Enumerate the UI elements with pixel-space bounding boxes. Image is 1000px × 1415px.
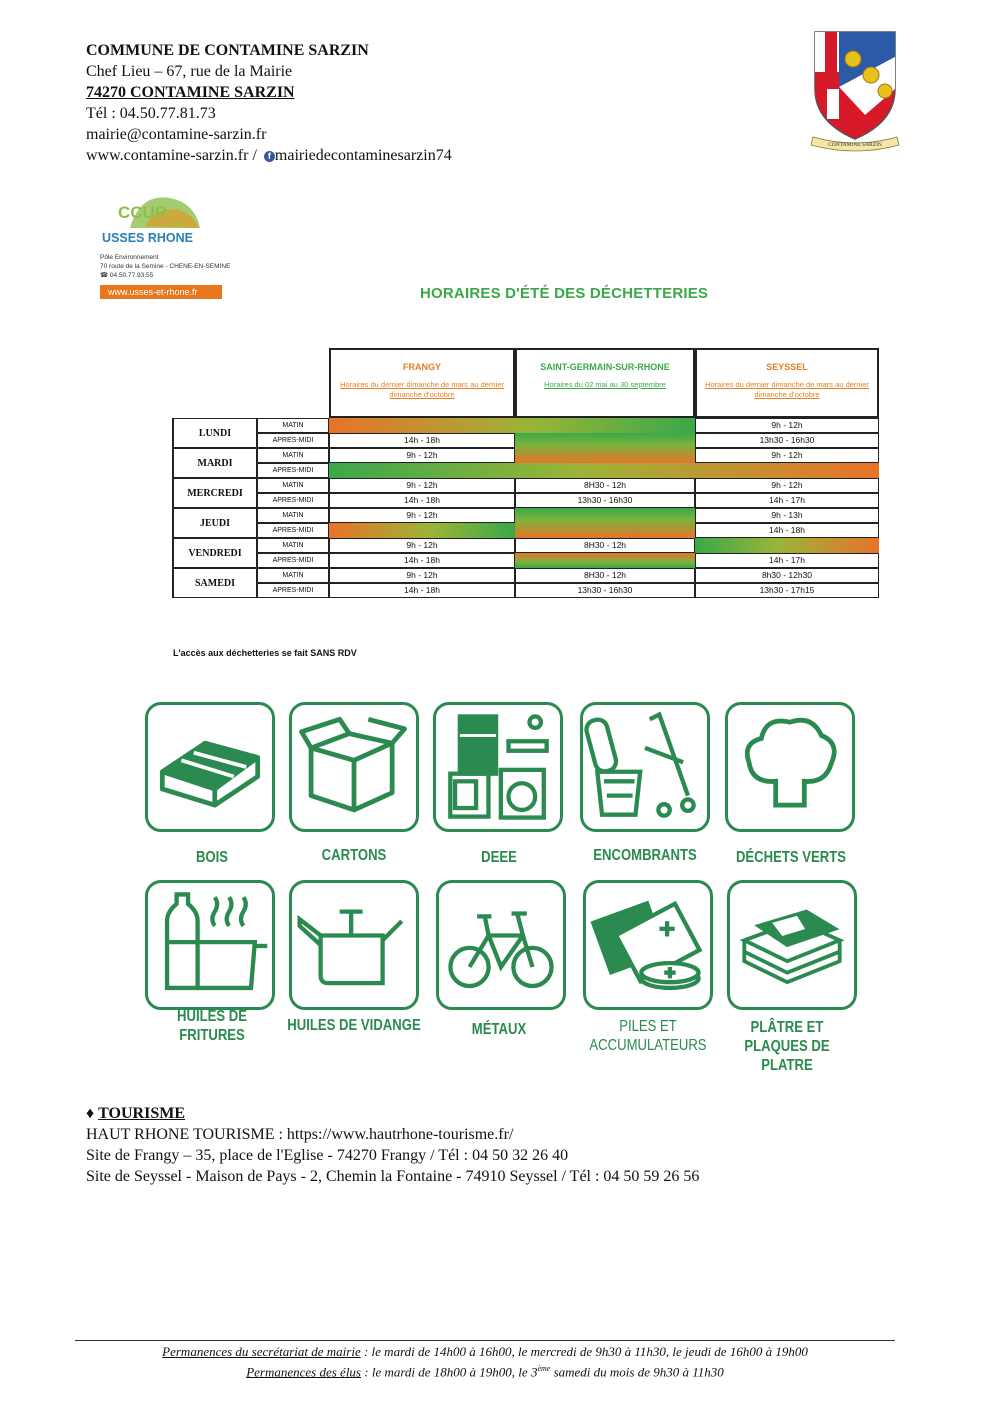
opening-hours-cell: 9h - 12h — [329, 508, 515, 523]
period-label: APRES-MIDI — [257, 583, 329, 598]
period-label: APRES-MIDI — [257, 523, 329, 538]
period-label: APRES-MIDI — [257, 433, 329, 448]
schedule-table — [172, 348, 879, 598]
opening-hours-cell: 9h - 12h — [695, 448, 879, 463]
crest-banner: CONTAMINE SARZIN — [828, 142, 882, 148]
closed-area — [329, 523, 515, 538]
opening-hours-cell: 14h - 17h — [695, 493, 879, 508]
period-label: MATIN — [257, 568, 329, 583]
ccur-phone: ☎ 04.50.77.93.55 — [100, 272, 154, 279]
bicycle-icon — [436, 880, 566, 1010]
site-subtitle: Horaires du dernier dimanche de mars au dernier dimanche d'octobre — [705, 380, 869, 399]
oil-can-icon — [289, 880, 419, 1010]
footer-elus: Permanences des élus : le mardi de 18h00 à 19h00, le 3ème samedi du mois de 9h30 à 11h30 — [246, 1364, 724, 1380]
mairie-phone: Tél : 04.50.77.81.73 — [86, 105, 216, 122]
appliances-icon — [433, 702, 563, 832]
ccur-address: 70 route de la Semine - CHENE-EN-SEMINE — [100, 263, 231, 270]
closed-area — [329, 463, 879, 478]
plasterboard-icon — [727, 880, 857, 1010]
mairie-web-line — [86, 145, 452, 166]
period-label: MATIN — [257, 508, 329, 523]
opening-hours-cell: 9h - 13h — [695, 508, 879, 523]
opening-hours-cell: 14h - 17h — [695, 553, 879, 568]
waste-label-encombrants: ENCOMBRANTS — [593, 847, 697, 864]
access-note: L'accès aux déchetteries se fait SANS RDV — [173, 648, 357, 658]
pallet-icon — [145, 702, 275, 832]
day-label: MARDI — [172, 448, 257, 478]
tourism-title: TOURISME — [98, 1105, 186, 1122]
commune-name: COMMUNE DE CONTAMINE SARZIN — [86, 42, 369, 59]
opening-hours-cell: 14h - 18h — [329, 433, 515, 448]
waste-label-cartons: CARTONS — [321, 847, 387, 864]
opening-hours-cell: 13h30 - 17h15 — [695, 583, 879, 598]
tourism-section — [86, 1103, 699, 1187]
site-name: SEYSSEL — [766, 362, 808, 372]
closed-area — [515, 553, 695, 568]
opening-hours-cell: 9h - 12h — [329, 538, 515, 553]
opening-hours-cell: 8H30 - 12h — [515, 538, 695, 553]
ccur-logo-text: CCUR — [118, 203, 168, 222]
opening-hours-cell: 9h - 12h — [329, 448, 515, 463]
opening-hours-cell: 9h - 12h — [695, 418, 879, 433]
facebook-icon: f — [264, 151, 275, 162]
ccur-logo-block — [100, 188, 260, 300]
tourism-website[interactable]: HAUT RHONE TOURISME : https://www.hautrhone-tourisme.fr/ — [86, 1126, 514, 1143]
mairie-header — [86, 40, 452, 166]
opening-hours-cell: 13h30 - 16h30 — [515, 583, 695, 598]
ccur-pole: Pôle Environnement — [100, 254, 159, 261]
period-label: MATIN — [257, 448, 329, 463]
mairie-city: 74270 CONTAMINE SARZIN — [86, 84, 295, 101]
page-title: HORAIRES D'ÉTÉ DES DÉCHETTERIES — [420, 285, 709, 302]
site-name: SAINT-GERMAIN-SUR-RHONE — [540, 362, 670, 372]
opening-hours-cell: 14h - 18h — [329, 553, 515, 568]
waste-label-huiles-vidange: HUILES DE VIDANGE — [287, 1017, 421, 1034]
waste-label-huiles-fritures: HUILES DE FRITURES — [177, 1008, 247, 1044]
opening-hours-cell: 14h - 18h — [329, 583, 515, 598]
closed-area — [515, 508, 695, 538]
footer — [75, 1343, 895, 1380]
mairie-website[interactable]: www.contamine-sarzin.fr / — [86, 147, 261, 164]
period-label: MATIN — [257, 418, 329, 433]
tourism-seyssel: Site de Seyssel - Maison de Pays - 2, Chemin la Fontaine - 74910 Seyssel / Tél : 04 50 59 26 56 — [86, 1168, 700, 1185]
opening-hours-cell: 13h30 - 16h30 — [695, 433, 879, 448]
period-label: APRES-MIDI — [257, 463, 329, 478]
period-label: APRES-MIDI — [257, 493, 329, 508]
waste-label-platre: PLÂTRE ET PLAQUES DE PLATRE — [744, 1019, 830, 1074]
site-subtitle: Horaires du dernier dimanche de mars au dernier dimanche d'octobre — [340, 380, 504, 399]
waste-label-metaux: MÉTAUX — [471, 1021, 527, 1038]
footer-divider — [75, 1340, 895, 1341]
mairie-email[interactable]: mairie@contamine-sarzin.fr — [86, 126, 267, 143]
opening-hours-cell: 14h - 18h — [329, 493, 515, 508]
opening-hours-cell: 9h - 12h — [329, 478, 515, 493]
day-label: LUNDI — [172, 418, 257, 448]
waste-label-dechets-verts: DÉCHETS VERTS — [735, 849, 847, 866]
period-label: MATIN — [257, 478, 329, 493]
day-label: JEUDI — [172, 508, 257, 538]
period-label: APRES-MIDI — [257, 553, 329, 568]
tourism-heading: ♦ TOURISME — [86, 1105, 186, 1122]
frying-oil-icon — [145, 880, 275, 1010]
site-header-frangy — [329, 348, 515, 418]
ccur-website[interactable]: www.usses-et-rhone.fr — [100, 285, 222, 299]
day-label: SAMEDI — [172, 568, 257, 598]
closed-area — [515, 433, 695, 463]
site-subtitle: Horaires du 02 mai au 30 septembre — [544, 380, 666, 389]
day-label: VENDREDI — [172, 538, 257, 568]
batteries-icon — [583, 880, 713, 1010]
waste-label-deee: DEEE — [481, 849, 517, 866]
opening-hours-cell: 8H30 - 12h — [515, 478, 695, 493]
opening-hours-cell: 14h - 18h — [695, 523, 879, 538]
schedule-grid — [172, 418, 879, 598]
day-label: MERCREDI — [172, 478, 257, 508]
bulky-items-icon — [580, 702, 710, 832]
mairie-address: Chef Lieu – 67, rue de la Mairie — [86, 63, 293, 80]
waste-label-bois: BOIS — [195, 849, 229, 866]
tourism-frangy: Site de Frangy – 35, place de l'Eglise - 74270 Frangy / Tél : 04 50 32 26 40 — [86, 1147, 569, 1164]
site-name: FRANGY — [403, 362, 441, 372]
opening-hours-cell: 13h30 - 16h30 — [515, 493, 695, 508]
opening-hours-cell: 8h30 - 12h30 — [695, 568, 879, 583]
tree-icon — [725, 702, 855, 832]
waste-label-piles: PILES ET ACCUMULATEURS — [589, 1018, 707, 1054]
ccur-logo — [100, 188, 210, 248]
facebook-page[interactable]: mairiedecontaminesarzin74 — [274, 147, 452, 164]
period-label: MATIN — [257, 538, 329, 553]
closed-area — [695, 538, 879, 553]
opening-hours-cell: 9h - 12h — [329, 568, 515, 583]
footer-secretariat: Permanences du secrétariat de mairie : le mardi de 14h00 à 16h00, le mercredi de 9h30 à 11h30, le jeudi de 16h00 à 19h00 — [162, 1344, 808, 1359]
closed-area — [329, 418, 695, 433]
opening-hours-cell: 8H30 - 12h — [515, 568, 695, 583]
opening-hours-cell: 9h - 12h — [695, 478, 879, 493]
site-header-seyssel — [695, 348, 879, 418]
commune-crest — [805, 27, 905, 152]
site-header-saint-germain — [515, 348, 695, 418]
cardboard-box-icon — [289, 702, 419, 832]
ccur-logo-sub: USSES RHONE — [102, 231, 193, 245]
